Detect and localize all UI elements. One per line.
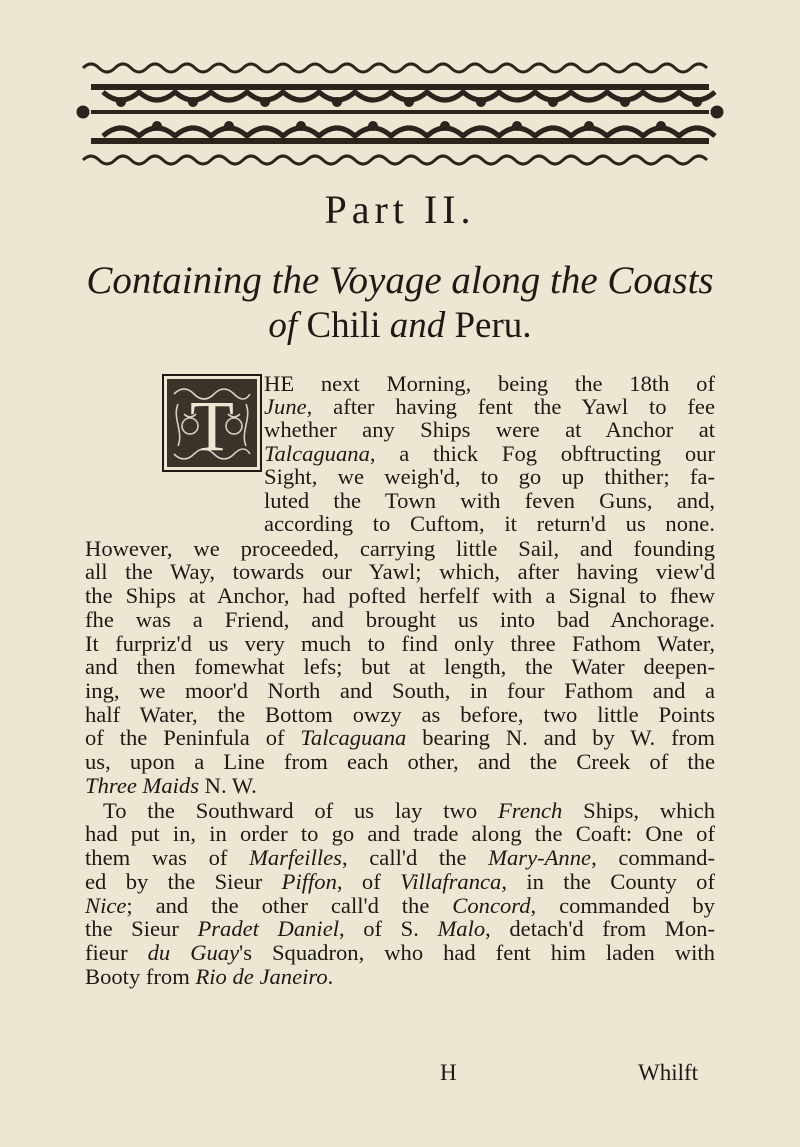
text-line [85,894,715,918]
italic-segment: June [264,394,307,419]
text-line [264,418,715,442]
text-line [264,465,715,489]
text-line [85,584,715,608]
text-line [85,941,715,965]
text-segment: 's Squadron, who had fent him laden with [239,940,715,965]
text-line [85,965,715,989]
text-segment: ing, we moor'd North and South, in four Fathom and a [85,678,715,703]
text-segment: according to Cuftom, it return'd us none. [264,511,715,536]
text-line [85,679,715,703]
text-segment: the Sieur [85,916,198,941]
text-line [85,917,715,941]
text-segment: HE next Morning, being the 18th of [264,371,715,396]
text-segment: , in the County of [501,869,715,894]
text-segment: ; and the other call'd the [126,893,453,918]
text-segment: Ships, which [562,798,716,823]
text-line [85,846,715,870]
text-segment: , detach'd from Mon- [485,916,715,941]
text-segment: Booty from [85,964,196,989]
italic-segment: Malo [437,916,486,941]
text-line [264,395,715,419]
subtitle-chili-peru [0,304,800,348]
text-segment: , commanded by [530,893,715,918]
italic-segment: Three Maids [85,773,200,798]
text-line [264,489,715,513]
part-heading: Part II. [324,187,476,232]
text-line [85,774,715,798]
text-segment: , of S. [339,916,438,941]
text-segment: It furpriz'd us very much to find only three Fathom Water, [85,631,715,656]
text-segment: luted the Town with feven Guns, and, [264,488,715,513]
text-line [85,750,715,774]
italic-segment: Mary-Anne [488,845,592,870]
subtitle-chili: Chili [306,305,381,346]
italic-segment: French [497,798,563,823]
text-segment: of the Peninfula of [85,725,301,750]
text-segment: N. W. [199,773,257,798]
text-line [85,537,715,561]
text-line [85,608,715,632]
text-segment: whether any Ships were at Anchor at [264,417,715,442]
text-line [103,799,715,823]
text-line [85,632,715,656]
text-segment: fieur [85,940,148,965]
text-segment: the Ships at Anchor, had pofted herfelf with a Signal to fhew [85,583,715,608]
text-segment: fhe was a Friend, and brought us into bad Anchorage. [85,607,715,632]
text-segment: and then fomewhat lefs; but at length, the Water deepen- [85,654,715,679]
dropcap-letter: T [190,386,234,466]
text-segment: , command- [591,845,715,870]
text-segment: us, upon a Line from each other, and the Creek of the [85,749,715,774]
text-line [85,870,715,894]
italic-segment: Pradet Daniel [197,916,340,941]
text-segment: However, we proceeded, carrying little Sail, and founding [85,536,715,561]
text-segment: had put in, in order to go and trade along the Coaft: One of [85,821,715,846]
subtitle-and: and [389,305,446,346]
text-line [264,442,715,466]
header-ornament-icon [75,58,725,170]
italic-segment: Villafranca [400,869,502,894]
text-line [85,822,715,846]
text-segment: . [327,964,334,989]
catchword: Whilft [638,1060,699,1085]
text-segment: them was of [85,845,250,870]
text-segment: Sight, we weigh'd, to go up thither; fa- [264,464,715,489]
text-segment: , call'd the [341,845,489,870]
text-segment: To the Southward of us lay two [103,798,498,823]
subtitle-of: of [268,305,298,346]
text-segment: bearing N. and by W. from [406,725,715,750]
text-segment: ed by the Sieur [85,869,282,894]
subtitle-peru: Peru. [454,305,532,346]
text-line [85,655,715,679]
italic-segment: Talcaguana [300,725,407,750]
text-segment: half Water, the Bottom owzy as before, two little Points [85,702,715,727]
text-segment: , after having fent the Yawl to fee [306,394,715,419]
dropcap-ornament-icon [162,374,262,472]
text-line [85,703,715,727]
text-line [264,372,715,396]
italic-segment: Concord [452,893,531,918]
italic-segment: Nice [85,893,127,918]
text-line [264,512,715,536]
text-line [85,560,715,584]
italic-segment: du Guay [147,940,240,965]
signature-mark: H [440,1060,457,1085]
italic-segment: Piffon [281,869,337,894]
text-segment: all the Way, towards our Yawl; which, after having view'd [85,559,715,584]
italic-segment: Rio de Janeiro [195,964,328,989]
text-line [85,726,715,750]
subtitle-containing: Containing the Voyage along the Coasts [86,259,714,302]
italic-segment: Talcaguana [264,441,370,466]
italic-segment: Marfeilles [249,845,342,870]
text-segment: , of [336,869,401,894]
text-segment: , a thick Fog obftructing our [369,441,715,466]
